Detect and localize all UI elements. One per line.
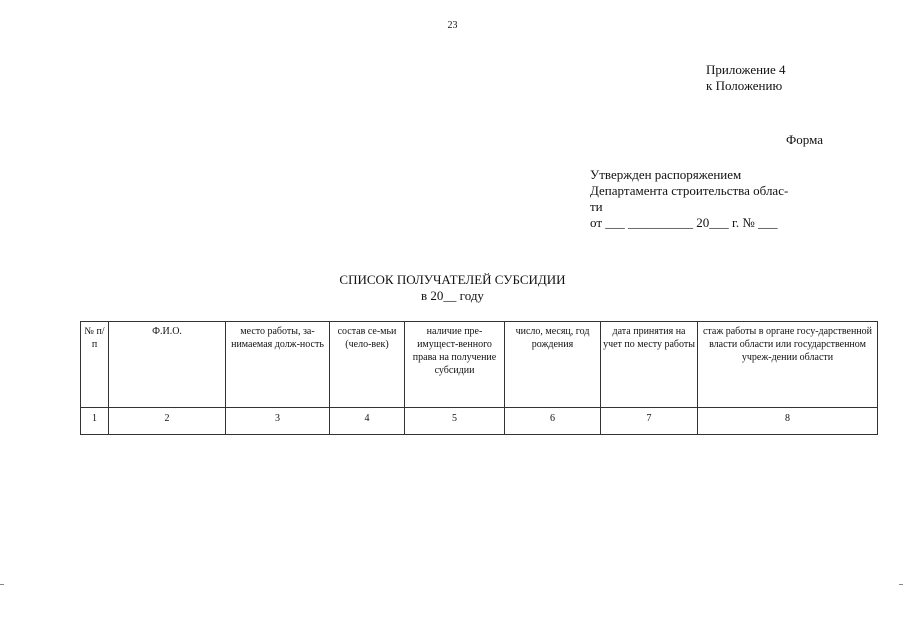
column-number-8: 8 xyxy=(698,408,878,435)
header-cell-workplace: место работы, за-нимаемая долж-ность xyxy=(226,322,330,408)
header-cell-birth-date: число, месяц, год рождения xyxy=(505,322,601,408)
column-number-5: 5 xyxy=(405,408,505,435)
title-line-1: СПИСОК ПОЛУЧАТЕЛЕЙ СУБСИДИИ xyxy=(339,272,566,287)
approval-line-3: ти xyxy=(590,199,603,214)
page-number: 23 xyxy=(447,20,458,31)
header-cell-family: состав се-мьи (чело-век) xyxy=(330,322,405,408)
column-number-3: 3 xyxy=(226,408,330,435)
approval-line-4: от ___ __________ 20___ г. № ___ xyxy=(590,215,778,230)
table-number-row xyxy=(81,408,878,435)
header-cell-name: Ф.И.О. xyxy=(109,322,226,408)
margin-mark-left xyxy=(0,584,4,585)
column-number-6: 6 xyxy=(505,408,601,435)
header-cell-priority-right: наличие пре-имущест-венного права на получение субсидии xyxy=(405,322,505,408)
appendix-line-2: к Положению xyxy=(706,78,783,93)
table-header-row xyxy=(81,322,878,408)
column-number-4: 4 xyxy=(330,408,405,435)
header-cell-registration-date: дата принятия на учет по месту работы xyxy=(601,322,698,408)
approval-block xyxy=(590,167,830,231)
header-cell-number: № п/п xyxy=(81,322,109,408)
form-label: Форма xyxy=(786,132,823,147)
appendix-line-1: Приложение 4 xyxy=(706,62,786,77)
approval-line-1: Утвержден распоряжением xyxy=(590,167,742,182)
recipients-table xyxy=(80,321,878,435)
margin-mark-right xyxy=(899,584,903,585)
appendix-label xyxy=(706,62,786,94)
title-line-2: в 20__ году xyxy=(421,288,484,303)
header-cell-experience: стаж работы в органе госу-дарственной власти области или государственном учреж-дении области xyxy=(698,322,878,408)
column-number-2: 2 xyxy=(109,408,226,435)
document-title xyxy=(0,272,905,304)
column-number-7: 7 xyxy=(601,408,698,435)
column-number-1: 1 xyxy=(81,408,109,435)
approval-line-2: Департамента строительства облас- xyxy=(590,183,789,198)
